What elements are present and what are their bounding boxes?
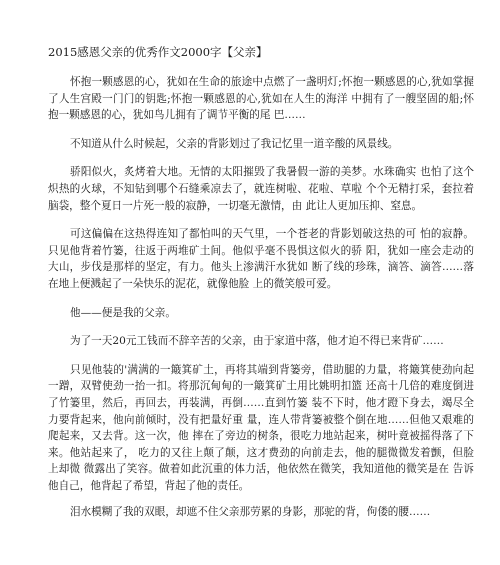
document-title: 2015感恩父亲的优秀作文2000字【父亲】	[48, 45, 268, 59]
paragraph-4: 可这偏偏在这热得连知了都怕叫的天气里，一个苍老的背影划破这热的可 怕的寂静。只见他背着竹篓，往返于两堆矿土间。他似乎毫不畏惧这似火的骄 阳，犹如一座会走动的大山，步伐是那样的坚定，有力。他头上渗满汗水犹如 断了线的珍珠，滴答、滴答……落在地上便溅起了一朵快乐的泥花，就像他脸 上的微笑般可爱。	[48, 228, 474, 290]
paragraph-5: 他——便是我的父亲。	[70, 306, 176, 319]
paragraph-2: 不知道从什么时候起，父亲的背影划过了我记忆里一道辛酸的风景线。	[70, 137, 399, 150]
paragraph-7: 只见他装的'满满的一簸箕矿土，再将其端到背篓旁，借助腿的力量，将簸箕使劲向起一蹭，双臂使劲一抬一扣。将那沉甸甸的一簸箕矿土用比姚明扣篮 还高十几倍的难度倒进了竹篓里，然后，再回去，再装满，再倒……直到竹篓 装不下时，他才蹬下身去，竭尽全力要背起来，他向前倾时，没有把量好重 量，连人带背篓被整个倒在地……但他又艰难的爬起来，又去背。这一次，他 摔在了旁边的树条，很吃力地站起来，树叶竟被摇得落了下来。他站起来了， 吃力的又往上颠了颠，这才费劲的向前走去，他的腿微微发着颤，但脸上却微 微露出了笑容。做着如此沉重的体力活，他依然在微笑，我知道他的微笑是在 告诉他自己，他背起了希望，背起了他的责任。	[48, 363, 474, 492]
paragraph-6: 为了一天20元工钱而不辞辛苦的父亲，由于家道中落，他才迫不得已来背矿……	[70, 335, 444, 348]
paragraph-1: 怀抱一颗感恩的心，犹如在生命的旅途中点燃了一盏明灯;怀抱一颗感恩的心,犹如掌握了人生宫殿一门门的钥匙;怀抱一颗感恩的心,犹如在人生的海洋 中拥有了一艘坚固的船;怀抱一颗感恩的心，犹如鸟儿拥有了调节平衡的尾 巴……	[48, 76, 474, 122]
paragraph-3: 骄阳似火，炙烤着大地。无情的太阳摧毁了我暑假一游的美梦。水珠确实 也怕了这个炽热的火球，不知钻到哪个石缝乘凉去了，就连树啦、花啦、草啦 个个无精打采，套拉着脑袋，整个夏日一片死一般的寂静，一切毫无激情，由 此让人更加压抑、窒息。	[48, 166, 474, 212]
paragraph-8: 泪水模糊了我的双眼，却遮不住父亲那劳累的身影，那驼的背，佝偻的腰……	[70, 506, 431, 519]
